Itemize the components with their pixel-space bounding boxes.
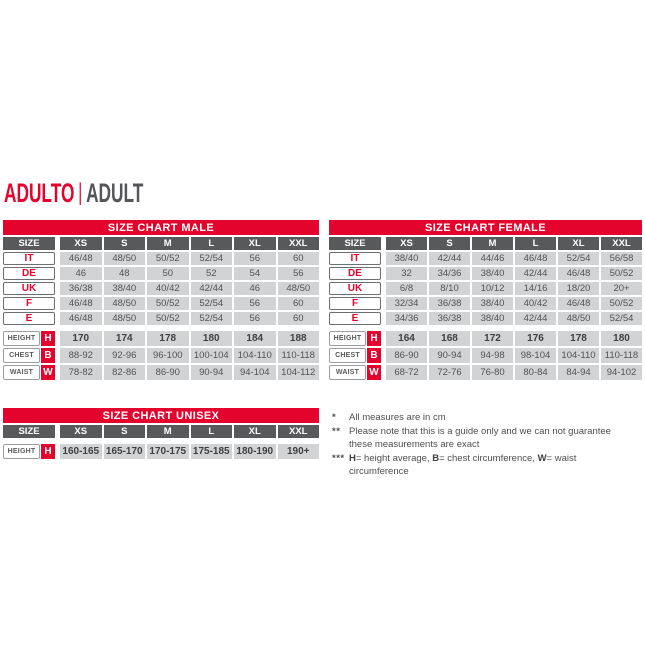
- size-label-box: E: [329, 312, 381, 325]
- size-value-cells: [386, 282, 642, 295]
- measure-label-box: CHEST: [329, 348, 366, 363]
- measure-label-box: HEIGHT: [3, 444, 40, 459]
- measure-label-col: [329, 348, 381, 363]
- footnote-marker: **: [332, 425, 341, 437]
- size-value-cell: 32/34: [386, 297, 427, 310]
- measure-value-cell: 180-190: [234, 444, 276, 459]
- size-label-box: F: [3, 297, 55, 310]
- size-label-col: [3, 312, 55, 325]
- column-header-cells: [60, 237, 319, 250]
- column-header-cell: S: [104, 237, 146, 250]
- table-title-bar: SIZE CHART UNISEX: [3, 408, 319, 423]
- size-value-cell: 18/20: [558, 282, 599, 295]
- size-value-cell: 60: [278, 312, 320, 325]
- size-value-cell: 48/50: [278, 282, 320, 295]
- footnote-marker: *: [332, 412, 337, 423]
- measure-value-cell: 86-90: [386, 348, 427, 363]
- measure-label-col: [3, 331, 55, 346]
- measure-value-cells: [60, 348, 319, 363]
- measure-label-box: WAIST: [3, 365, 40, 380]
- size-label-box: IT: [3, 252, 55, 265]
- measure-value-cell: 90-94: [191, 365, 233, 380]
- column-header-row: [3, 425, 319, 438]
- measure-value-cell: 164: [386, 331, 427, 346]
- measure-value-cell: 180: [601, 331, 642, 346]
- measure-letter-badge: W: [41, 365, 55, 380]
- measure-value-cell: 94-102: [601, 365, 642, 380]
- measure-value-cell: 94-98: [472, 348, 513, 363]
- size-value-cell: 6/8: [386, 282, 427, 295]
- size-value-cell: 46/48: [60, 252, 102, 265]
- measure-value-cell: 180: [191, 331, 233, 346]
- size-value-cell: 38/40: [472, 267, 513, 280]
- size-label-box: UK: [329, 282, 381, 295]
- measure-value-cell: 104-110: [558, 348, 599, 363]
- size-value-cell: 38/40: [386, 252, 427, 265]
- measure-value-cell: 160-165: [60, 444, 102, 459]
- column-header-cell: XL: [234, 237, 276, 250]
- measure-value-cell: 110-118: [278, 348, 320, 363]
- measure-value-cells: [386, 365, 642, 380]
- measure-value-cell: 86-90: [147, 365, 189, 380]
- size-row: [329, 297, 642, 310]
- size-value-cell: 46/48: [515, 252, 556, 265]
- measure-label-col: [3, 348, 55, 363]
- size-value-cell: 38/40: [472, 312, 513, 325]
- size-value-cell: 52/54: [191, 252, 233, 265]
- measure-value-cell: 168: [429, 331, 470, 346]
- size-label-box: E: [3, 312, 55, 325]
- column-header-cell: XXL: [601, 237, 642, 250]
- title-adulto: ADULTO: [4, 178, 75, 208]
- size-label-col: [3, 282, 55, 295]
- size-value-cell: 8/10: [429, 282, 470, 295]
- size-value-cell: 50/52: [147, 312, 189, 325]
- measure-value-cell: 84-94: [558, 365, 599, 380]
- size-value-cells: [386, 267, 642, 280]
- footnote-segment: = waist circumference: [349, 452, 577, 477]
- measure-value-cell: 82-86: [104, 365, 146, 380]
- measure-value-cell: 170-175: [147, 444, 189, 459]
- column-header-cell: L: [191, 425, 233, 438]
- size-value-cell: 34/36: [386, 312, 427, 325]
- size-chart-female-table: [329, 220, 642, 380]
- footnote-segment: = height average,: [355, 452, 433, 464]
- size-value-cells: [60, 267, 319, 280]
- size-row: [329, 282, 642, 295]
- size-value-cell: 56: [234, 312, 276, 325]
- size-label-box: DE: [3, 267, 55, 280]
- footnotes: [332, 411, 634, 479]
- size-value-cell: 42/44: [191, 282, 233, 295]
- size-label-box: DE: [329, 267, 381, 280]
- measure-label-box: WAIST: [329, 365, 366, 380]
- measure-row: [329, 365, 642, 380]
- measure-label-col: [329, 365, 381, 380]
- size-value-cell: 46/48: [558, 267, 599, 280]
- size-value-cell: 46/48: [60, 297, 102, 310]
- size-value-cells: [60, 312, 319, 325]
- column-header-cell: S: [429, 237, 470, 250]
- column-header-cell: XS: [60, 425, 102, 438]
- footnote-segment: W: [537, 452, 547, 464]
- measure-letter-badge: H: [41, 444, 55, 459]
- size-value-cell: 60: [278, 297, 320, 310]
- measure-label-col: [3, 365, 55, 380]
- size-value-cells: [60, 297, 319, 310]
- size-label-col: [329, 267, 381, 280]
- size-label-col: [3, 267, 55, 280]
- footnote-marker: ***: [332, 452, 345, 464]
- size-row: [3, 282, 319, 295]
- measure-value-cell: 178: [558, 331, 599, 346]
- size-value-cells: [386, 312, 642, 325]
- footnote-text: [349, 425, 634, 452]
- size-chart-male-table: [3, 220, 319, 380]
- size-row: [3, 312, 319, 325]
- size-value-cell: 56: [278, 267, 320, 280]
- measure-value-cell: 104-112: [278, 365, 320, 380]
- footnote-text: [349, 452, 634, 479]
- column-header-cell: M: [147, 237, 189, 250]
- measure-value-cell: 78-82: [60, 365, 102, 380]
- measure-value-cells: [386, 331, 642, 346]
- size-value-cell: 42/44: [429, 252, 470, 265]
- column-header-cell: M: [147, 425, 189, 438]
- size-value-cell: 46: [60, 267, 102, 280]
- size-value-cell: 52/54: [601, 312, 642, 325]
- size-column-header: SIZE: [329, 237, 381, 250]
- size-value-cell: 20+: [601, 282, 642, 295]
- footnote: [332, 452, 634, 479]
- measure-value-cells: [60, 331, 319, 346]
- size-value-cell: 36/38: [60, 282, 102, 295]
- size-row: [3, 252, 319, 265]
- measure-value-cell: 72-76: [429, 365, 470, 380]
- size-chart-unisex-table: [3, 408, 319, 459]
- size-value-cells: [386, 297, 642, 310]
- measure-value-cell: 176: [515, 331, 556, 346]
- size-value-cell: 50/52: [601, 267, 642, 280]
- size-row: [3, 267, 319, 280]
- table-title-bar: SIZE CHART FEMALE: [329, 220, 642, 235]
- measure-value-cell: 104-110: [234, 348, 276, 363]
- size-row: [329, 267, 642, 280]
- size-value-cells: [60, 252, 319, 265]
- size-label-col: [329, 312, 381, 325]
- size-value-cell: 48/50: [104, 297, 146, 310]
- measure-value-cell: 175-185: [191, 444, 233, 459]
- measure-value-cell: 90-94: [429, 348, 470, 363]
- size-label-col: [3, 297, 55, 310]
- size-column-header: SIZE: [3, 237, 55, 250]
- measure-label-box: CHEST: [3, 348, 40, 363]
- column-header-cell: S: [104, 425, 146, 438]
- measure-value-cell: 100-104: [191, 348, 233, 363]
- table-title-bar: SIZE CHART MALE: [3, 220, 319, 235]
- column-header-row: [329, 237, 642, 250]
- measure-value-cells: [60, 444, 319, 459]
- size-column-header: SIZE: [3, 425, 55, 438]
- measure-letter-badge: H: [41, 331, 55, 346]
- size-value-cell: 40/42: [515, 297, 556, 310]
- footnote-segment: = chest circumference,: [439, 452, 538, 464]
- size-row: [329, 252, 642, 265]
- size-value-cell: 44/46: [472, 252, 513, 265]
- size-header-col: [3, 237, 55, 250]
- size-value-cell: 50/52: [601, 297, 642, 310]
- measure-letter-badge: B: [367, 348, 381, 363]
- column-header-cell: XS: [60, 237, 102, 250]
- footnote-segment: H: [349, 452, 356, 464]
- size-value-cell: 60: [278, 252, 320, 265]
- column-header-cell: XXL: [278, 237, 320, 250]
- size-value-cell: 48/50: [104, 252, 146, 265]
- size-value-cell: 56: [234, 297, 276, 310]
- column-header-cell: XL: [234, 425, 276, 438]
- column-header-cell: M: [472, 237, 513, 250]
- measure-value-cell: 178: [147, 331, 189, 346]
- size-value-cells: [386, 252, 642, 265]
- measure-letter-badge: H: [367, 331, 381, 346]
- measure-row: [329, 331, 642, 346]
- measure-value-cell: 96-100: [147, 348, 189, 363]
- footnote-segment: B: [432, 452, 440, 464]
- size-label-col: [3, 252, 55, 265]
- size-label-box: UK: [3, 282, 55, 295]
- size-value-cell: 56: [234, 252, 276, 265]
- size-value-cell: 56/58: [601, 252, 642, 265]
- size-value-cell: 48/50: [558, 312, 599, 325]
- size-label-col: [329, 282, 381, 295]
- size-value-cell: 38/40: [104, 282, 146, 295]
- size-value-cell: 50: [147, 267, 189, 280]
- column-header-cell: XL: [558, 237, 599, 250]
- title-separator: |: [78, 179, 83, 206]
- measure-value-cell: 68-72: [386, 365, 427, 380]
- column-header-cell: L: [191, 237, 233, 250]
- size-value-cell: 42/44: [515, 312, 556, 325]
- measure-value-cell: 98-104: [515, 348, 556, 363]
- size-header-col: [3, 425, 55, 438]
- title-adult: ADULT: [86, 178, 144, 208]
- measure-label-box: HEIGHT: [329, 331, 366, 346]
- measure-label-box: HEIGHT: [3, 331, 40, 346]
- size-label-box: IT: [329, 252, 381, 265]
- size-value-cell: 52: [191, 267, 233, 280]
- footnote-segment: All measures are in cm: [349, 412, 446, 423]
- size-value-cell: 46: [234, 282, 276, 295]
- size-value-cell: 46/48: [558, 297, 599, 310]
- size-value-cell: 36/38: [429, 312, 470, 325]
- size-value-cell: 36/38: [429, 297, 470, 310]
- measure-row: [329, 348, 642, 363]
- footnote: [332, 425, 634, 452]
- column-header-cells: [386, 237, 642, 250]
- size-value-cell: 46/48: [60, 312, 102, 325]
- measure-value-cell: 92-96: [104, 348, 146, 363]
- measure-value-cell: 190+: [278, 444, 320, 459]
- measure-row: [3, 331, 319, 346]
- size-value-cell: 34/36: [429, 267, 470, 280]
- measure-value-cell: 170: [60, 331, 102, 346]
- size-value-cells: [60, 282, 319, 295]
- measure-value-cell: 188: [278, 331, 320, 346]
- measure-value-cell: 165-170: [104, 444, 146, 459]
- measure-value-cell: 88-92: [60, 348, 102, 363]
- size-value-cell: 52/54: [191, 297, 233, 310]
- size-value-cell: 54: [234, 267, 276, 280]
- footnote: [332, 411, 634, 425]
- size-value-cell: 50/52: [147, 297, 189, 310]
- measure-label-col: [329, 331, 381, 346]
- measure-value-cell: 172: [472, 331, 513, 346]
- measure-value-cells: [386, 348, 642, 363]
- column-header-row: [3, 237, 319, 250]
- column-header-cell: XS: [386, 237, 427, 250]
- size-label-col: [329, 297, 381, 310]
- measure-value-cells: [60, 365, 319, 380]
- size-label-box: F: [329, 297, 381, 310]
- measure-value-cell: 80-84: [515, 365, 556, 380]
- page-title: [4, 178, 144, 208]
- measure-value-cell: 184: [234, 331, 276, 346]
- measure-row: [3, 365, 319, 380]
- size-row: [329, 312, 642, 325]
- measure-row: [3, 444, 319, 459]
- size-value-cell: 50/52: [147, 252, 189, 265]
- footnote-text: [349, 411, 634, 425]
- size-value-cell: 38/40: [472, 297, 513, 310]
- size-value-cell: 48: [104, 267, 146, 280]
- size-value-cell: 48/50: [104, 312, 146, 325]
- size-value-cell: 52/54: [558, 252, 599, 265]
- size-header-col: [329, 237, 381, 250]
- measure-row: [3, 348, 319, 363]
- measure-value-cell: 76-80: [472, 365, 513, 380]
- size-value-cell: 42/44: [515, 267, 556, 280]
- measure-letter-badge: W: [367, 365, 381, 380]
- column-header-cells: [60, 425, 319, 438]
- size-label-col: [329, 252, 381, 265]
- measure-value-cell: 94-104: [234, 365, 276, 380]
- column-header-cell: XXL: [278, 425, 320, 438]
- measure-letter-badge: B: [41, 348, 55, 363]
- size-value-cell: 40/42: [147, 282, 189, 295]
- size-value-cell: 32: [386, 267, 427, 280]
- measure-value-cell: 110-118: [601, 348, 642, 363]
- footnote-segment: Please note that this is a guide only and we can not guarantee these measurements are exact: [349, 425, 611, 450]
- column-header-cell: L: [515, 237, 556, 250]
- size-value-cell: 10/12: [472, 282, 513, 295]
- measure-value-cell: 174: [104, 331, 146, 346]
- size-value-cell: 14/16: [515, 282, 556, 295]
- size-row: [3, 297, 319, 310]
- measure-label-col: [3, 444, 55, 459]
- size-value-cell: 52/54: [191, 312, 233, 325]
